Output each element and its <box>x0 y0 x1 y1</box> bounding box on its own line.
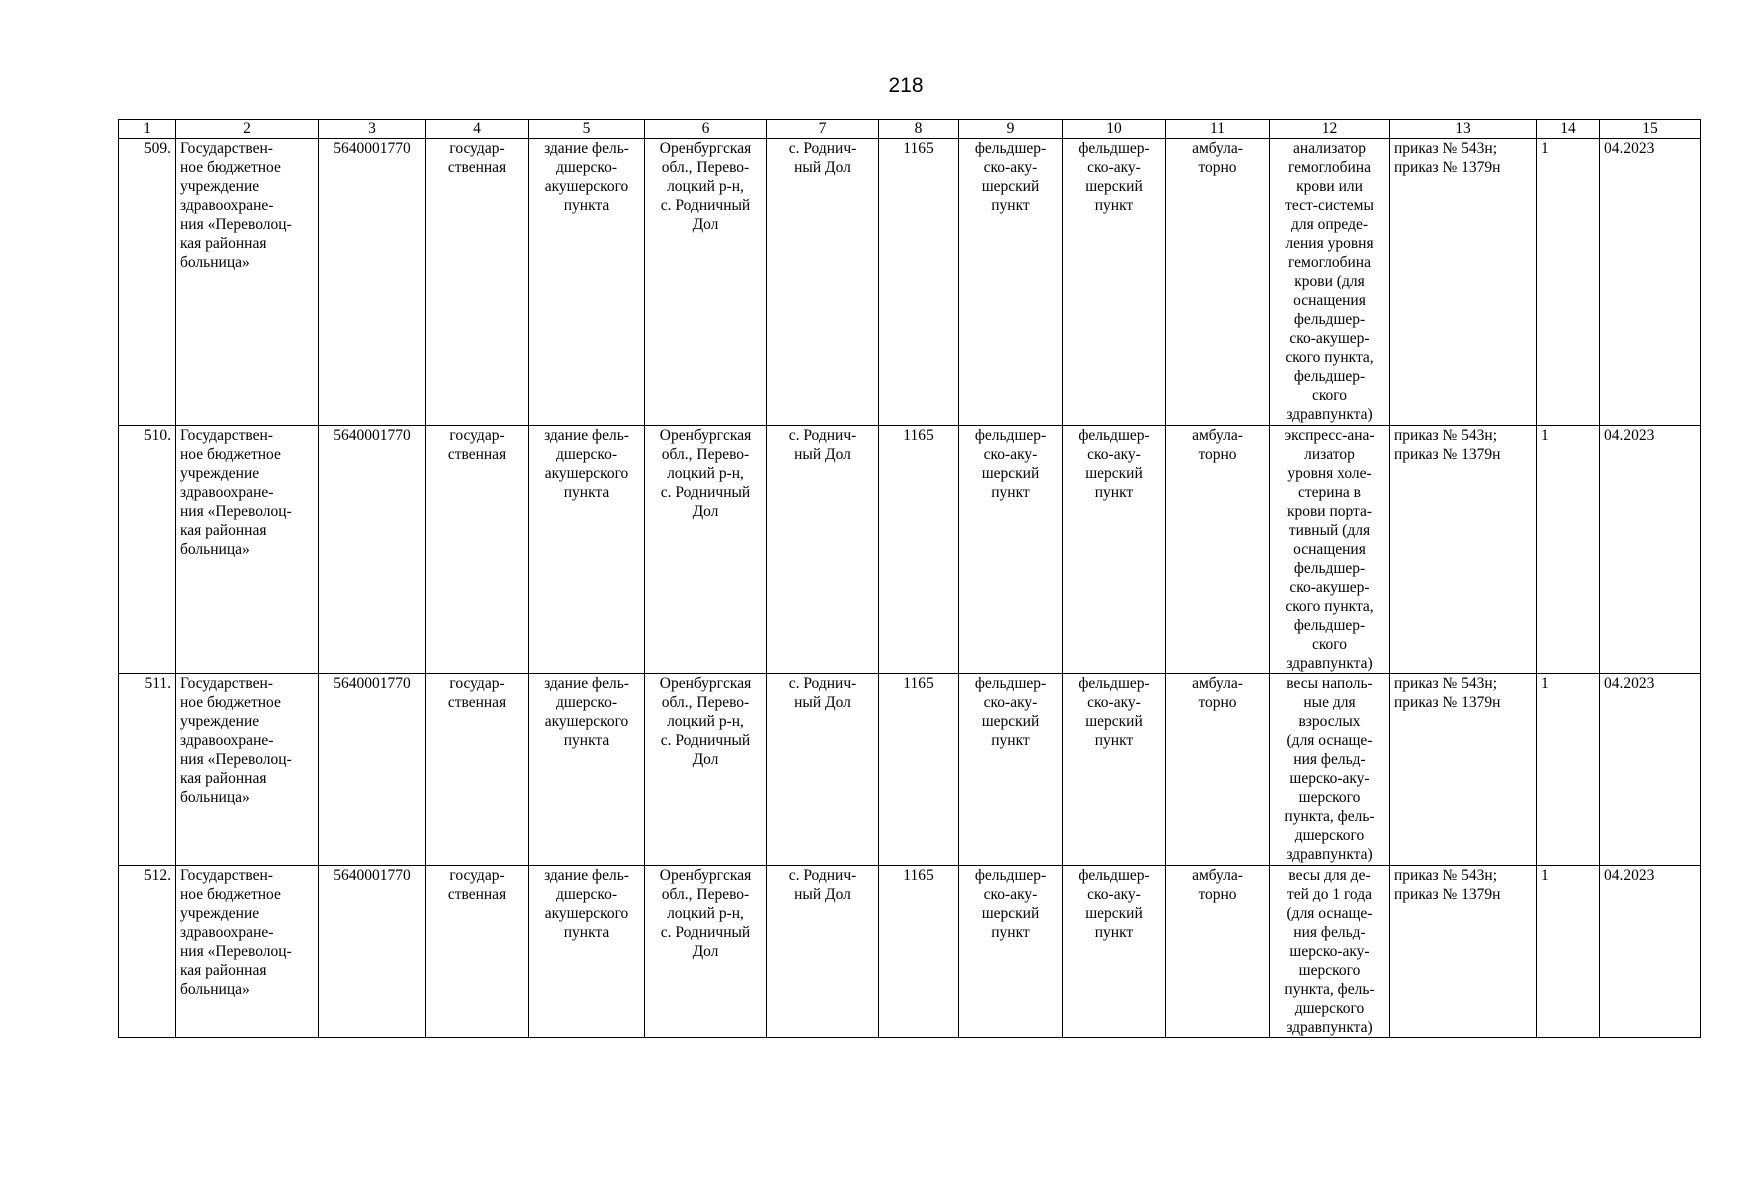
column-header: 3 <box>319 120 426 139</box>
inn-cell: 5640001770 <box>319 674 426 866</box>
column-header: 14 <box>1537 120 1600 139</box>
column-header: 6 <box>645 120 767 139</box>
address-cell: Оренбургская обл., Перево- лоцкий р-н, с. Родничный Дол <box>645 426 767 674</box>
date-cell: 04.2023 <box>1600 674 1701 866</box>
date-cell: 04.2023 <box>1600 866 1701 1038</box>
column-header: 5 <box>529 120 645 139</box>
unit-type-cell: фельдшер- ско-аку- шерский пункт <box>1063 674 1166 866</box>
date-cell: 04.2023 <box>1600 426 1701 674</box>
building-cell: здание фель- дшерско- акушерского пункта <box>529 426 645 674</box>
organization-cell: Государствен- ное бюджетное учреждение здравоохране- ния «Переволоц- кая районная больница» <box>176 674 319 866</box>
settlement-cell: с. Роднич- ный Дол <box>767 426 879 674</box>
care-condition-cell: амбула- торно <box>1166 674 1270 866</box>
organization-cell: Государствен- ное бюджетное учреждение здравоохране- ния «Переволоц- кая районная больница» <box>176 426 319 674</box>
column-header: 2 <box>176 120 319 139</box>
address-cell: Оренбургская обл., Перево- лоцкий р-н, с. Родничный Дол <box>645 866 767 1038</box>
inn-cell: 5640001770 <box>319 426 426 674</box>
table-row <box>119 426 1701 674</box>
column-header: 8 <box>879 120 959 139</box>
facility-type-cell: фельдшер- ско-аку- шерский пункт <box>959 866 1063 1038</box>
order-cell: приказ № 543н; приказ № 1379н <box>1390 866 1537 1038</box>
building-cell: здание фель- дшерско- акушерского пункта <box>529 674 645 866</box>
building-cell: здание фель- дшерско- акушерского пункта <box>529 866 645 1038</box>
facility-type-cell: фельдшер- ско-аку- шерский пункт <box>959 674 1063 866</box>
date-cell: 04.2023 <box>1600 139 1701 426</box>
equipment-cell: весы наполь- ные для взрослых (для оснаще- ния фельд- шерско-аку- шерского пункта, фель- дшерского здравпункта) <box>1270 674 1390 866</box>
address-cell: Оренбургская обл., Перево- лоцкий р-н, с. Родничный Дол <box>645 139 767 426</box>
equipment-cell: анализатор гемоглобина крови или тест-системы для опреде- ления уровня гемоглобина крови (для оснащения фельдшер- ско-акушер- ского пункта, фельдшер- ского здравпункта) <box>1270 139 1390 426</box>
header-row <box>119 120 1701 139</box>
care-condition-cell: амбула- торно <box>1166 426 1270 674</box>
ownership-cell: государ- ственная <box>426 426 529 674</box>
unit-type-cell: фельдшер- ско-аку- шерский пункт <box>1063 139 1166 426</box>
equipment-cell: весы для де- тей до 1 года (для оснаще- ния фельд- шерско-аку- шерского пункта, фель- дшерского здравпункта) <box>1270 866 1390 1038</box>
settlement-cell: с. Роднич- ный Дол <box>767 674 879 866</box>
register-table <box>118 119 1701 1038</box>
quantity-cell: 1 <box>1537 866 1600 1038</box>
row-number: 511. <box>119 674 176 866</box>
ownership-cell: государ- ственная <box>426 139 529 426</box>
settlement-cell: с. Роднич- ный Дол <box>767 866 879 1038</box>
column-header: 10 <box>1063 120 1166 139</box>
column-header: 13 <box>1390 120 1537 139</box>
quantity-cell: 1 <box>1537 674 1600 866</box>
building-cell: здание фель- дшерско- акушерского пункта <box>529 139 645 426</box>
ownership-cell: государ- ственная <box>426 674 529 866</box>
row-number: 512. <box>119 866 176 1038</box>
care-condition-cell: амбула- торно <box>1166 139 1270 426</box>
column-header: 12 <box>1270 120 1390 139</box>
population-cell: 1165 <box>879 674 959 866</box>
organization-cell: Государствен- ное бюджетное учреждение здравоохране- ния «Переволоц- кая районная больница» <box>176 866 319 1038</box>
table-row <box>119 139 1701 426</box>
population-cell: 1165 <box>879 139 959 426</box>
page-number: 218 <box>888 74 924 97</box>
order-cell: приказ № 543н; приказ № 1379н <box>1390 139 1537 426</box>
inn-cell: 5640001770 <box>319 866 426 1038</box>
unit-type-cell: фельдшер- ско-аку- шерский пункт <box>1063 426 1166 674</box>
settlement-cell: с. Роднич- ный Дол <box>767 139 879 426</box>
care-condition-cell: амбула- торно <box>1166 866 1270 1038</box>
column-header: 11 <box>1166 120 1270 139</box>
facility-type-cell: фельдшер- ско-аку- шерский пункт <box>959 139 1063 426</box>
column-header: 1 <box>119 120 176 139</box>
inn-cell: 5640001770 <box>319 139 426 426</box>
organization-cell: Государствен- ное бюджетное учреждение здравоохране- ния «Переволоц- кая районная больница» <box>176 139 319 426</box>
population-cell: 1165 <box>879 426 959 674</box>
column-header: 15 <box>1600 120 1701 139</box>
row-number: 509. <box>119 139 176 426</box>
ownership-cell: государ- ственная <box>426 866 529 1038</box>
order-cell: приказ № 543н; приказ № 1379н <box>1390 426 1537 674</box>
table-row <box>119 866 1701 1038</box>
order-cell: приказ № 543н; приказ № 1379н <box>1390 674 1537 866</box>
address-cell: Оренбургская обл., Перево- лоцкий р-н, с. Родничный Дол <box>645 674 767 866</box>
table-row <box>119 674 1701 866</box>
quantity-cell: 1 <box>1537 426 1600 674</box>
column-header: 7 <box>767 120 879 139</box>
row-number: 510. <box>119 426 176 674</box>
column-header: 4 <box>426 120 529 139</box>
unit-type-cell: фельдшер- ско-аку- шерский пункт <box>1063 866 1166 1038</box>
column-header: 9 <box>959 120 1063 139</box>
equipment-cell: экспресс-ана- лизатор уровня холе- стерина в крови порта- тивный (для оснащения фельдшер- ско-акушер- ского пункта, фельдшер- ского здравпункта) <box>1270 426 1390 674</box>
quantity-cell: 1 <box>1537 139 1600 426</box>
facility-type-cell: фельдшер- ско-аку- шерский пункт <box>959 426 1063 674</box>
population-cell: 1165 <box>879 866 959 1038</box>
